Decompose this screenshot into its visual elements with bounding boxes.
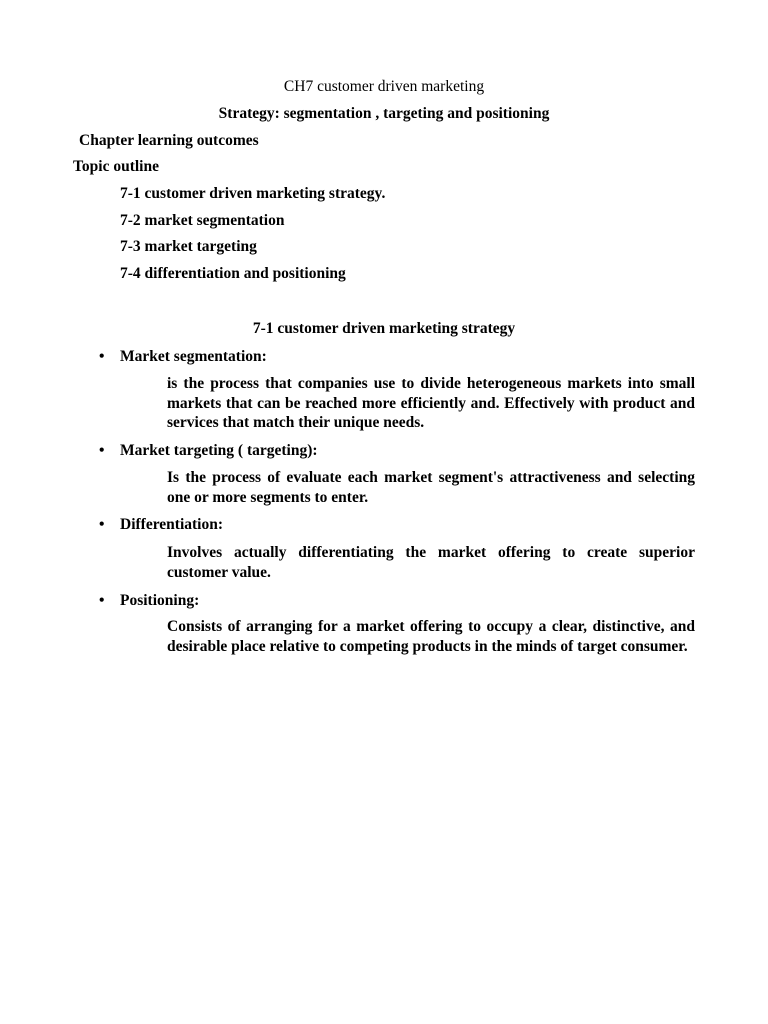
bullet-glyph: • — [99, 348, 105, 365]
topic-outline-item: 7-4 differentiation and positioning — [120, 265, 346, 282]
chapter-learning-outcomes-heading: Chapter learning outcomes — [79, 132, 259, 149]
document-title: CH7 customer driven marketing — [283, 78, 485, 95]
term-differentiation: Differentiation: — [120, 516, 224, 533]
term-market-segmentation: Market segmentation: — [120, 348, 267, 365]
document-subtitle: Strategy: segmentation , targeting and positioning — [218, 105, 550, 122]
definition-differentiation: Involves actually differentiating the market offering to create superior customer value. — [167, 544, 695, 581]
topic-outline-item: 7-2 market segmentation — [120, 212, 285, 229]
definition-market-targeting: Is the process of evaluate each market segment's attractiveness and selecting one or more segments to enter. — [167, 469, 695, 506]
term-market-targeting: Market targeting ( targeting): — [120, 442, 318, 459]
bullet-glyph: • — [99, 442, 105, 459]
bullet-glyph: • — [99, 516, 105, 533]
definition-positioning: Consists of arranging for a market offering to occupy a clear, distinctive, and desirable place relative to competing products in the minds of target consumer. — [167, 618, 695, 655]
topic-outline-item: 7-3 market targeting — [120, 238, 257, 255]
section-heading: 7-1 customer driven marketing strategy — [252, 320, 516, 337]
definition-market-segmentation: is the process that companies use to divide heterogeneous markets into small markets that can be reached more efficiently and. Effectively with product and services that match their unique needs. — [167, 375, 695, 432]
term-positioning: Positioning: — [120, 592, 200, 609]
bullet-glyph: • — [99, 592, 105, 609]
topic-outline-heading: Topic outline — [73, 158, 159, 175]
topic-outline-item: 7-1 customer driven marketing strategy. — [120, 185, 386, 202]
